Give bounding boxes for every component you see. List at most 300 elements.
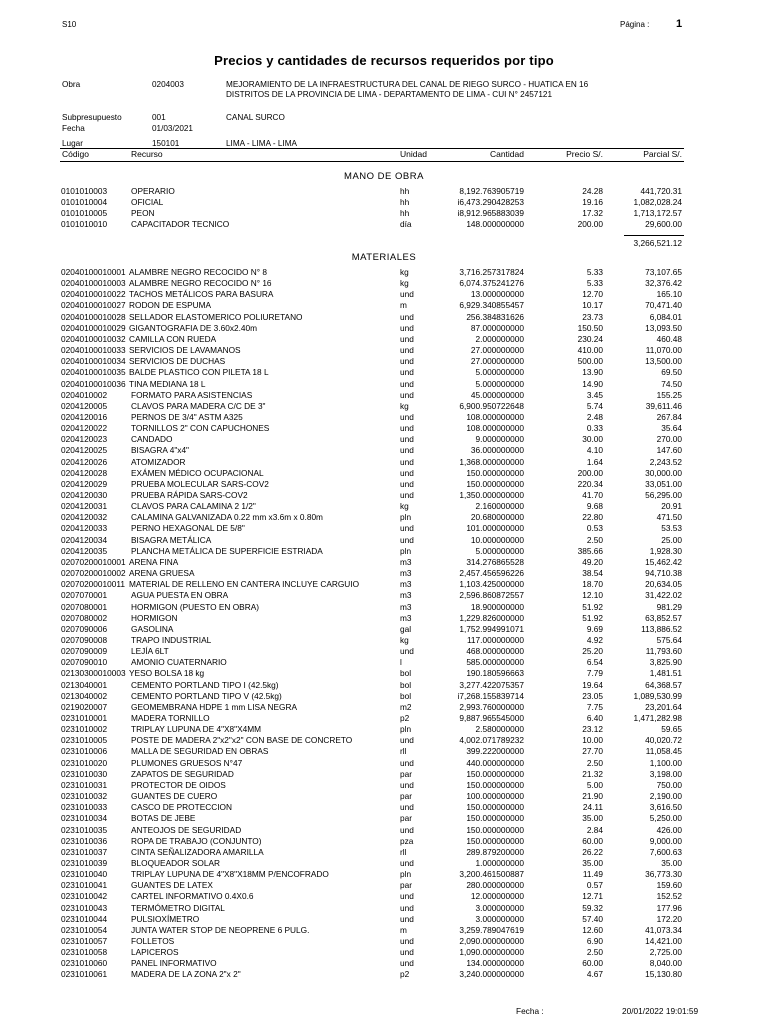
resource-desc: MALLA DE SEGURIDAD EN OBRAS [131,746,269,757]
resource-code: 0231010031 [61,779,108,790]
resource-row [0,735,768,745]
resource-row [0,668,768,678]
resource-row [0,546,768,556]
resource-qty: 1.000000000 [475,857,524,868]
resource-price: 2.50 [586,757,603,768]
resource-price: 6.54 [586,657,603,668]
resource-row [0,858,768,868]
resource-qty: 150.000000000 [466,802,524,813]
resource-total: 270.00 [656,434,682,445]
resource-total: 15,130.80 [645,969,682,980]
resource-code: 0207080002 [61,612,108,623]
resource-total: 981.29 [656,601,682,612]
resource-total: 20,634.05 [645,579,682,590]
resource-desc: CANDADO [131,434,173,445]
resource-unit: par [400,768,412,779]
resource-price: 0.57 [586,880,603,891]
resource-unit: und [400,523,414,534]
resource-unit: und [400,913,414,924]
resource-desc: BALDE PLASTICO CON PILETA 18 L [129,367,269,378]
resource-price: 60.00 [582,835,603,846]
resource-total: 113,886.52 [641,623,682,634]
resource-desc: BOTAS DE JEBE [131,813,196,824]
resource-total: 1,082,028.24 [633,197,682,208]
resource-total: 63,852.57 [645,612,682,623]
resource-code: 0101010010 [61,219,108,230]
resource-price: 10.17 [582,300,603,311]
resource-code: 02040100010036 [61,378,126,389]
resource-row [0,903,768,913]
resource-price: 5.33 [586,267,603,277]
resource-qty: 150.000000000 [466,478,524,489]
resource-total: 32,376.42 [645,278,682,289]
resource-row [0,367,768,377]
resource-unit: m3 [400,556,412,567]
resource-total: 460.48 [656,333,682,344]
resource-row [0,479,768,489]
section-materiales-title: MATERIALES [351,252,417,263]
resource-price: 0.33 [586,423,603,434]
resource-row [0,936,768,946]
resource-row [0,434,768,444]
resource-row [0,219,768,229]
lugar-desc: LIMA - LIMA - LIMA [226,139,297,148]
resource-row [0,208,768,218]
col-precio: Precio S/. [566,149,603,159]
resource-qty: 9.000000000 [475,434,524,445]
resource-price: 59.32 [582,902,603,913]
resource-qty: 3.000000000 [475,913,524,924]
resource-price: 500.00 [577,356,603,367]
resource-total: 177.96 [656,902,682,913]
resource-total: 7,600.63 [649,846,682,857]
resource-code: 02040100010027 [61,300,126,311]
resource-price: 17.32 [582,208,603,219]
resource-desc: CLAVOS PARA MADERA C/C DE 3" [131,400,266,411]
resource-qty: 5.000000000 [475,545,524,556]
resource-unit: hh [400,208,410,219]
resource-unit: und [400,367,414,378]
resource-code: 0204120029 [61,478,108,489]
resource-qty: 2,993.760000000 [459,701,524,712]
resource-desc: BLOQUEADOR SOLAR [131,857,220,868]
resource-desc: AGUA PUESTA EN OBRA [131,590,229,601]
resource-code: 0207090008 [61,634,108,645]
resource-unit: kg [400,400,409,411]
resource-row [0,300,768,310]
resource-total: 3,825.90 [649,657,682,668]
resource-row [0,523,768,533]
resource-price: 6.90 [586,936,603,946]
resource-row [0,278,768,288]
resource-qty: 150.000000000 [466,467,524,478]
resource-unit: par [400,791,412,802]
resource-row [0,635,768,645]
resource-code: 0231010042 [61,891,108,902]
resource-unit: pln [400,512,412,523]
resource-total: 53.53 [661,523,682,534]
resource-qty: 3,716.257317824 [459,267,524,277]
resource-unit: und [400,311,414,322]
resource-code: 0204120030 [61,490,108,500]
resource-desc: PULSIOXÍMETRO [131,913,200,924]
resource-qty: 256.384831626 [466,311,524,322]
resource-unit: und [400,936,414,946]
resource-desc: ZAPATOS DE SEGURIDAD [131,768,234,779]
resource-desc: FOLLETOS [131,936,175,946]
resource-code: 0207080001 [61,601,108,612]
resource-desc: ROPA DE TRABAJO (CONJUNTO) [131,835,262,846]
col-cantidad: Cantidad [489,149,524,159]
resource-code: 0231010033 [61,802,108,813]
resource-unit: bol [400,679,412,690]
resource-price: 220.34 [577,478,603,489]
resource-price: 38.54 [582,568,603,579]
resource-price: 12.70 [582,289,603,300]
resource-price: 12.10 [582,590,603,601]
resource-unit: und [400,356,414,367]
resource-desc: ARENA GRUESA [129,568,195,579]
resource-row [0,724,768,734]
resource-code: 02070200010011 [61,579,125,590]
resource-total: 3,616.50 [649,802,682,813]
resource-qty: 2.580000000 [475,724,524,735]
resource-code: 0204120034 [61,534,108,545]
resource-unit: und [400,322,414,333]
resource-code: 0101010005 [61,208,108,219]
resource-code: 02040100010032 [61,333,126,344]
subpresupuesto-label: Subpresupuesto [62,113,122,122]
resource-total: 40,020.72 [645,735,682,746]
resource-unit: par [400,880,412,891]
resource-desc: PERNOS DE 3/4" ASTM A325 [131,411,243,422]
resource-code: 0231010054 [61,924,108,935]
resource-qty: 27.000000000 [470,356,524,367]
resource-desc: PANEL INFORMATIVO [131,958,217,969]
resource-row [0,969,768,979]
resource-price: 4.92 [586,634,603,645]
resource-total: 5,250.00 [649,813,682,824]
resource-unit: kg [400,267,409,277]
resource-unit: rll [400,746,407,757]
resource-qty: 134.000000000 [466,958,524,969]
resource-qty: 280.000000000 [466,880,524,891]
footer-datetime: 20/01/2022 19:01:59 [622,1006,699,1016]
resource-total: 31,422.02 [645,590,682,601]
resource-desc: ALAMBRE NEGRO RECOCIDO N° 8 [129,267,267,277]
resource-code: 0231010002 [61,724,108,735]
resource-row [0,958,768,968]
resource-total: 155.25 [656,389,682,400]
resource-total: 15,462.42 [645,556,682,567]
resource-price: 5.33 [586,278,603,289]
resource-unit: p2 [400,969,410,980]
resource-code: 0204120033 [61,523,108,534]
resource-code: 0231010057 [61,936,108,946]
header-rule-bottom [60,161,684,162]
resource-total: 30,000.00 [645,467,682,478]
resource-price: 200.00 [577,219,603,230]
resource-total: 13,093.50 [645,322,682,333]
resource-price: 13.90 [582,367,603,378]
resource-code: 0207090006 [61,623,108,634]
resource-unit: und [400,534,414,545]
resource-unit: und [400,857,414,868]
resource-unit: und [400,333,414,344]
resource-total: 750.00 [656,779,682,790]
resource-unit: und [400,411,414,422]
resource-row [0,557,768,567]
resource-qty: 117.000000000 [466,634,524,645]
resource-unit: p2 [400,713,410,723]
resource-row [0,490,768,500]
resource-price: 230.24 [577,333,603,344]
resource-desc: LEJÍA 6LT [131,646,169,657]
resource-price: 11.49 [582,869,603,880]
page-number: 1 [676,18,683,30]
col-codigo: Código [62,149,89,159]
resource-total: 159.60 [656,880,682,891]
resource-row [0,289,768,299]
resource-unit: und [400,891,414,902]
resource-row [0,535,768,545]
resource-total: 73,107.65 [645,267,682,277]
resource-unit: und [400,378,414,389]
resource-code: 02040100010001 [61,267,126,277]
resource-code: 0101010003 [61,186,108,196]
resource-total: 575.64 [656,634,682,645]
resource-row [0,847,768,857]
resource-unit: und [400,490,414,500]
footer-fecha-label: Fecha : [516,1006,544,1016]
resource-unit: l [400,657,402,668]
resource-price: 6.40 [586,713,603,723]
resource-qty: 13.000000000 [470,289,524,300]
resource-qty: 5.000000000 [475,378,524,389]
resource-price: 5.74 [586,400,603,411]
resource-desc: OPERARIO [131,186,175,196]
resource-total: 41,073.34 [645,924,682,935]
resource-unit: und [400,802,414,813]
resource-qty: i6,473.290428253 [457,197,524,208]
resource-price: 7.75 [586,701,603,712]
resource-desc: BISAGRA METÁLICA [131,534,212,545]
resource-desc: CASCO DE PROTECCION [131,802,232,813]
resource-code: 0204120026 [61,456,108,467]
resource-price: 26.22 [582,846,603,857]
resource-desc: PLANCHA METÁLICA DE SUPERFICIE ESTRIADA [131,545,323,556]
resource-unit: und [400,947,414,958]
resource-desc: PRUEBA MOLECULAR SARS-COV2 [131,478,269,489]
resource-unit: und [400,467,414,478]
resource-code: 0231010006 [61,746,108,757]
resource-price: 19.16 [582,197,603,208]
resource-price: 5.00 [586,779,603,790]
resource-desc: GUANTES DE CUERO [131,791,218,802]
resource-qty: 5.000000000 [475,367,524,378]
resource-code: 02130300010003 [61,668,126,679]
resource-desc: CINTA SEÑALIZADORA AMARILLA [131,846,264,857]
resource-total: 35.00 [661,857,682,868]
resource-desc: RODON DE ESPUMA [129,300,212,311]
resource-qty: 148.000000000 [466,219,524,230]
resource-unit: pln [400,724,412,735]
resource-desc: TERMÓMETRO DIGITAL [131,902,225,913]
resource-desc: CALAMINA GALVANIZADA 0.22 mm x3.6m x 0.80m [131,512,323,523]
resource-qty: 1,229.826000000 [459,612,524,623]
resource-desc: YESO BOLSA 18 kg [129,668,205,679]
resource-total: 13,500.00 [645,356,682,367]
resource-price: 51.92 [582,612,603,623]
resource-total: 2,190.00 [649,791,682,802]
resource-price: 60.00 [582,958,603,969]
resource-qty: 1,350.000000000 [459,490,524,500]
resource-total: 3,198.00 [649,768,682,779]
resource-qty: 150.000000000 [466,813,524,824]
resource-code: 0231010040 [61,869,108,880]
resource-unit: m3 [400,601,412,612]
resource-total: 35.64 [661,423,682,434]
resource-row [0,267,768,277]
resource-qty: 36.000000000 [470,445,524,456]
resource-total: 29,600.00 [645,219,682,230]
resource-price: 14.90 [582,378,603,389]
resource-code: 02040100010033 [61,345,126,356]
resource-unit: und [400,434,414,445]
resource-code: 0231010043 [61,902,108,913]
resource-unit: kg [400,634,409,645]
resource-code: 02040100010003 [61,278,126,289]
resource-qty: 2,090.000000000 [459,936,524,946]
resource-qty: 2,457.456596226 [459,568,524,579]
resource-row [0,613,768,623]
resource-code: 02040100010035 [61,367,126,378]
resource-qty: 150.000000000 [466,768,524,779]
resource-desc: CAMILLA CON RUEDA [129,333,217,344]
resource-unit: und [400,824,414,835]
resource-qty: 6,074.375241276 [459,278,524,289]
resource-total: 59.65 [661,724,682,735]
resource-row [0,512,768,522]
resource-code: 0231010020 [61,757,108,768]
resource-row [0,914,768,924]
resource-code: 0231010060 [61,958,108,969]
resource-total: 165.10 [656,289,682,300]
resource-code: 0207090009 [61,646,108,657]
resource-unit: m3 [400,612,412,623]
resource-qty: 585.000000000 [466,657,524,668]
resource-qty: 9,887.965545000 [459,713,524,723]
resource-price: 57.40 [582,913,603,924]
resource-desc: GEOMEMBRANA HDPE 1 mm LISA NEGRA [131,701,297,712]
resource-price: 41.70 [582,490,603,500]
resource-desc: CEMENTO PORTLAND TIPO I (42.5kg) [131,679,279,690]
resource-unit: hh [400,197,410,208]
resource-total: 36,773.30 [645,869,682,880]
resource-unit: und [400,478,414,489]
resource-desc: TINA MEDIANA 18 L [129,378,206,389]
resource-price: 10.00 [582,735,603,746]
resource-desc: BISAGRA 4"x4" [131,445,190,456]
resource-code: 0231010058 [61,947,108,958]
resource-desc: EXÁMEN MÉDICO OCUPACIONAL [131,467,264,478]
resource-price: 24.28 [582,186,603,196]
resource-row [0,891,768,901]
report-title: Precios y cantidades de recursos requeridos por tipo [214,53,554,68]
section-mano-de-obra-title: MANO DE OBRA [344,171,424,182]
resource-unit: pza [400,835,414,846]
resource-total: 2,725.00 [649,947,682,958]
resource-row [0,312,768,322]
resource-total: 6,084.01 [649,311,682,322]
subpresupuesto-desc: CANAL SURCO [226,113,285,122]
resource-row [0,925,768,935]
resource-unit: pln [400,869,412,880]
resource-desc: CLAVOS PARA CALAMINA 2 1/2" [131,501,256,512]
resource-row [0,836,768,846]
resource-total: 39,611.46 [645,400,682,411]
resource-desc: ARENA FINA [129,556,179,567]
resource-price: 19.64 [582,679,603,690]
resource-code: 0213040001 [61,679,108,690]
resource-code: 0204120031 [61,501,108,512]
resource-desc: TRIPLAY LUPUNA DE 4"X8"X18MM P/ENCOFRADO [131,869,329,880]
resource-total: 172.20 [656,913,682,924]
resource-row [0,624,768,634]
resource-row [0,345,768,355]
resource-qty: 12.000000000 [470,891,524,902]
resource-desc: MATERIAL DE RELLENO EN CANTERA INCLUYE CARGUIO [129,579,360,590]
resource-price: 0.53 [586,523,603,534]
resource-qty: 18.900000000 [470,601,524,612]
resource-qty: i7,268.155839714 [457,690,524,701]
resource-row [0,680,768,690]
resource-price: 22.80 [582,512,603,523]
resource-row [0,186,768,196]
resource-row [0,579,768,589]
resource-code: 02070200010001 [61,556,126,567]
mano-de-obra-subtotal-rule [624,235,684,236]
resource-qty: 468.000000000 [466,646,524,657]
resource-row [0,702,768,712]
column-headers [0,149,768,160]
resource-row [0,880,768,890]
col-parcial: Parcial S/. [643,149,682,159]
resource-unit: und [400,779,414,790]
resource-row [0,869,768,879]
resource-price: 385.66 [577,545,603,556]
resource-price: 2.50 [586,947,603,958]
resource-total: 1,928.30 [649,545,682,556]
resource-desc: PEON [131,208,155,219]
resource-price: 30.00 [582,434,603,445]
resource-row [0,390,768,400]
resource-code: 0204120032 [61,512,108,523]
resource-total: 14,421.00 [645,936,682,946]
resource-total: 1,100.00 [649,757,682,768]
resource-desc: HORMIGON (PUESTO EN OBRA) [131,601,259,612]
resource-qty: 150.000000000 [466,824,524,835]
resource-unit: und [400,902,414,913]
resource-qty: 2,596.860872557 [459,590,524,601]
resource-desc: TRIPLAY LUPUNA DE 4"X8"X4MM [131,724,262,735]
resource-total: 69.50 [661,367,682,378]
resource-total: 74.50 [661,378,682,389]
resource-desc: GASOLINA [131,623,174,634]
resource-price: 9.69 [586,623,603,634]
col-recurso: Recurso [131,149,163,159]
resource-unit: und [400,289,414,300]
